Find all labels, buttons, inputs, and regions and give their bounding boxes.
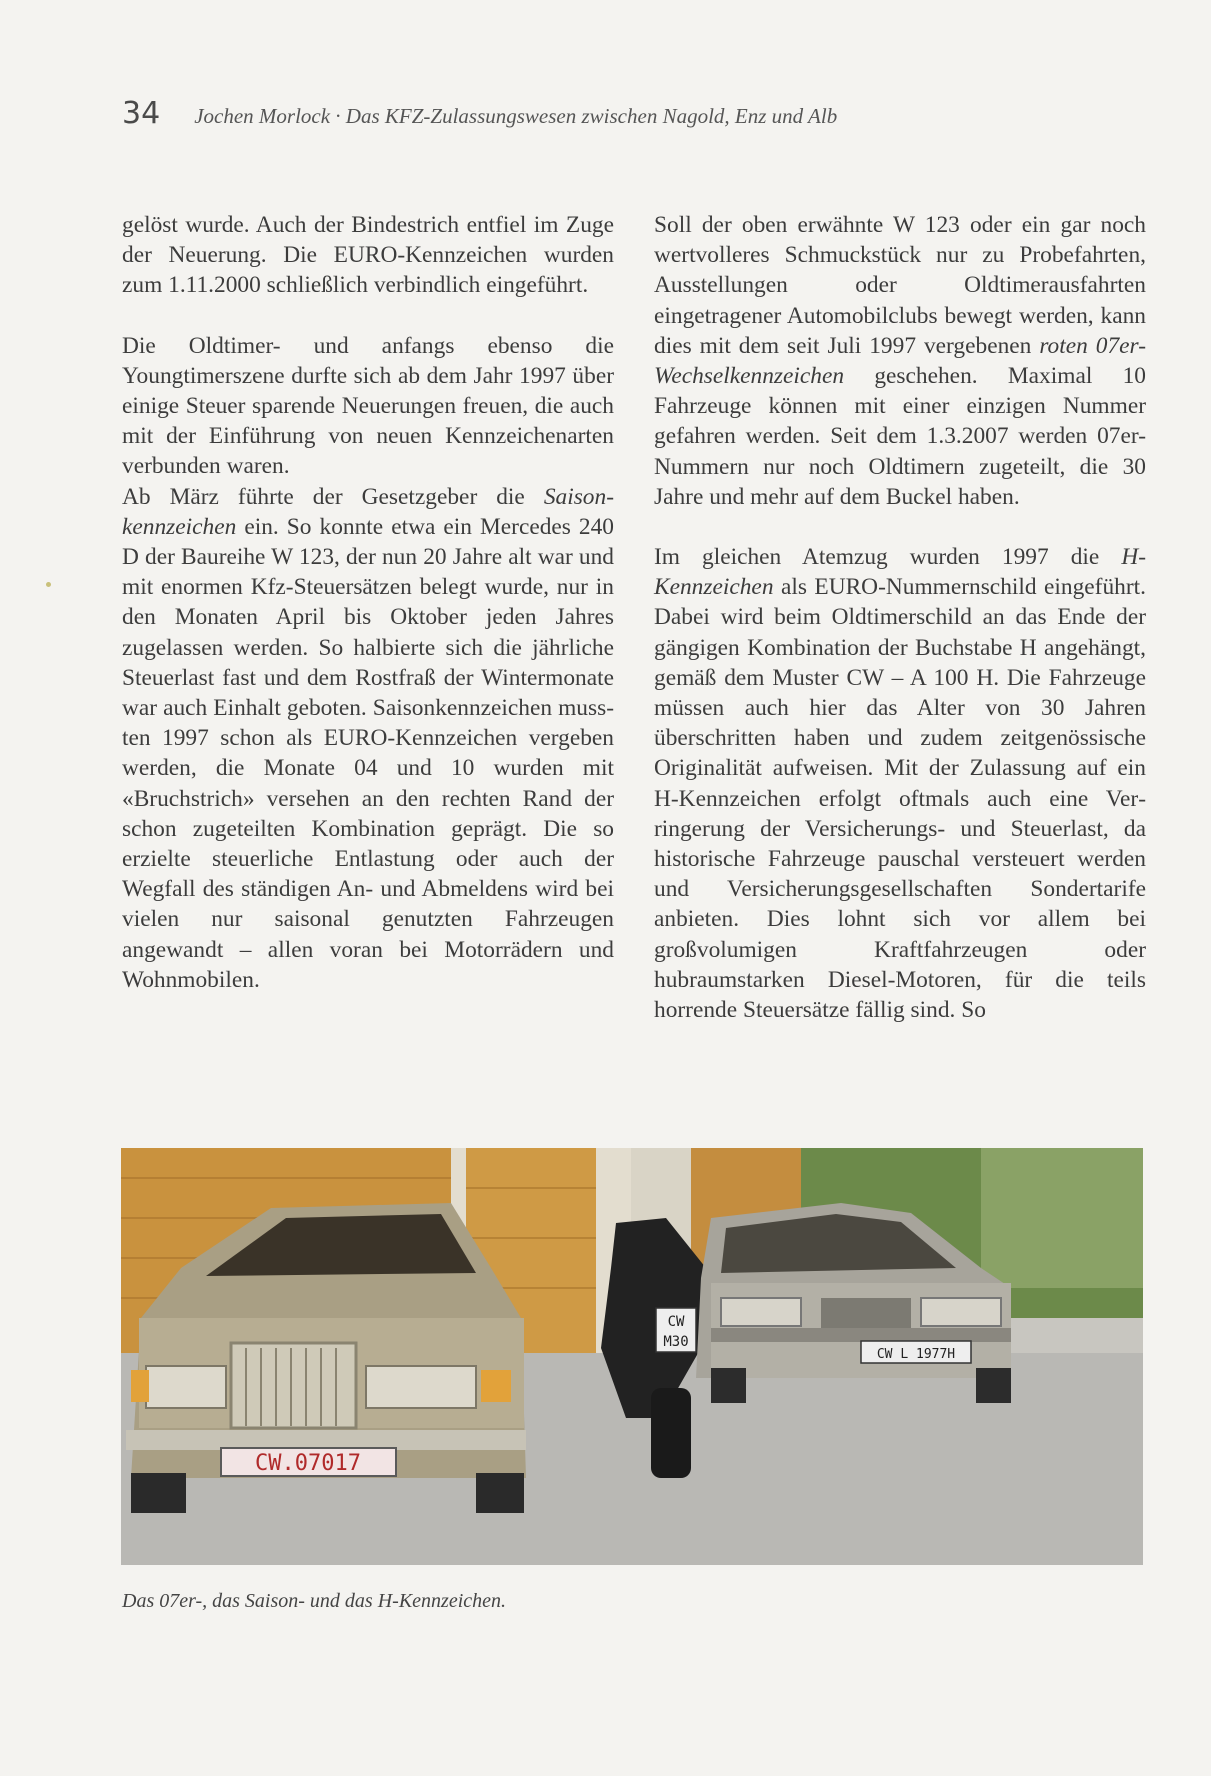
- paragraph: Im gleichen Atemzug wurden 1997 die H-Kennzeichen als EURO-Nummernschild eingeführt. Dabei wird beim Oldtimerschild an das Ende der gängigen Kombination der Buchstabe H angehängt, gemäß dem Muster CW – A 100 H. Die Fahrzeuge müssen auch hier das Alter von 30 Jahren überschritten haben und zudem zeitgenössische Originalität aufweisen. Mit der Zulassung auf ein H-Kennzeichen erfolgt oftmals auch eine Verringerung der Versicherungs- und Steuerlast, da historische Fahrzeuge pauschal versteuert werden und Versicherungsgesellschaften Sondertarife anbieten. Dies lohnt sich vor allem bei großvolumigen Kraftfahrzeugen oder hubraumstarken Diesel-Motoren, für die teils horrende Steuersätze fällig sind. So: [654, 544, 1146, 1024]
- term-07er-wechselkennzeichen: roten 07er-Wechselkennzeichen: [654, 332, 1146, 390]
- paragraph: Ab März führte der Gesetzgeber die Saisonkennzeichen ein. So konnte etwa ein Mercedes 240 D der Baureihe W 123, der nun 20 Jahre alt war und mit enormen Kfz-Steuersätzen belegt wurde, nur in den Monaten April bis Oktober jeden Jahres zugelassen werden. So halbierte sich die jährliche Steuerlast fast und dem Rostfraß der Wintermonate war auch Einhalt geboten. Saisonkennzeichen mussten 1997 schon als EURO-Kennzeichen vergeben werden, die Monate 04 und 10 wurden mit «Bruchstrich» versehen an den rechten Rand der schon zugeteilten Kombination geprägt. Die so erzielte steuerliche Entlastung oder auch der Wegfall des ständigen An- und Abmeldens wird bei vielen nur saisonal genutzten Fahrzeugen angewandt – allen voran bei Motorrädern und Wohnmobilen.: [122, 483, 614, 993]
- photo-caption: Das 07er-, das Saison- und das H-Kennzeichen.: [122, 1590, 507, 1612]
- page-number: 34: [122, 96, 161, 131]
- running-head: Jochen Morlock · Das KFZ-Zulassungswesen zwischen Nagold, Enz und Alb: [194, 104, 838, 128]
- paragraph: Soll der oben erwähnte W 123 oder ein gar noch wertvolleres Schmuckstück nur zu Probefahrten, Ausstellungen oder Oldtimerausfahrten eingetragener Automobilclubs bewegt werden, kann dies mit dem seit Juli 1997 vergebenen roten 07er-Wechselkennzeichen geschehen. Maximal 10 Fahrzeuge können mit einer einzigen Nummer gefahren werden. Seit dem 1.3.2007 werden 07er-Nummern nur noch Oldtimern zugeteilt, die 30 Jahre und mehr auf dem Buckel haben.: [654, 212, 1146, 510]
- term-h-kennzeichen: H-Kennzeichen: [654, 544, 1146, 601]
- plate-ford-text: CW L 1977H: [876, 1347, 956, 1362]
- term-saisonkennzeichen: Saisonkennzeichen: [122, 483, 614, 540]
- plate-moto-line1: CW: [667, 1314, 685, 1330]
- cars-photo: [121, 1148, 1143, 1565]
- plate-moto-line2: M30: [663, 1334, 689, 1350]
- page-header: [122, 96, 1071, 131]
- plate-mercedes-text: CW.07017: [255, 1451, 361, 1476]
- scan-speck: [46, 582, 51, 587]
- paragraph: Die Oldtimer- und anfangs ebenso die Youngtimerszene durfte sich ab dem Jahr 1997 über einige Steuer sparende Neuerungen freuen, die auch mit der Einführung von neuen Kennzeichenarten verbunden waren.: [122, 332, 614, 480]
- right-column: [654, 210, 1146, 1025]
- left-column: [122, 210, 614, 995]
- paragraph: gelöst wurde. Auch der Bindestrich entfiel im Zuge der Neuerung. Die EURO-Kennzeichen wurden zum 1.11.2000 schließlich verbindlich eingeführt.: [122, 212, 614, 299]
